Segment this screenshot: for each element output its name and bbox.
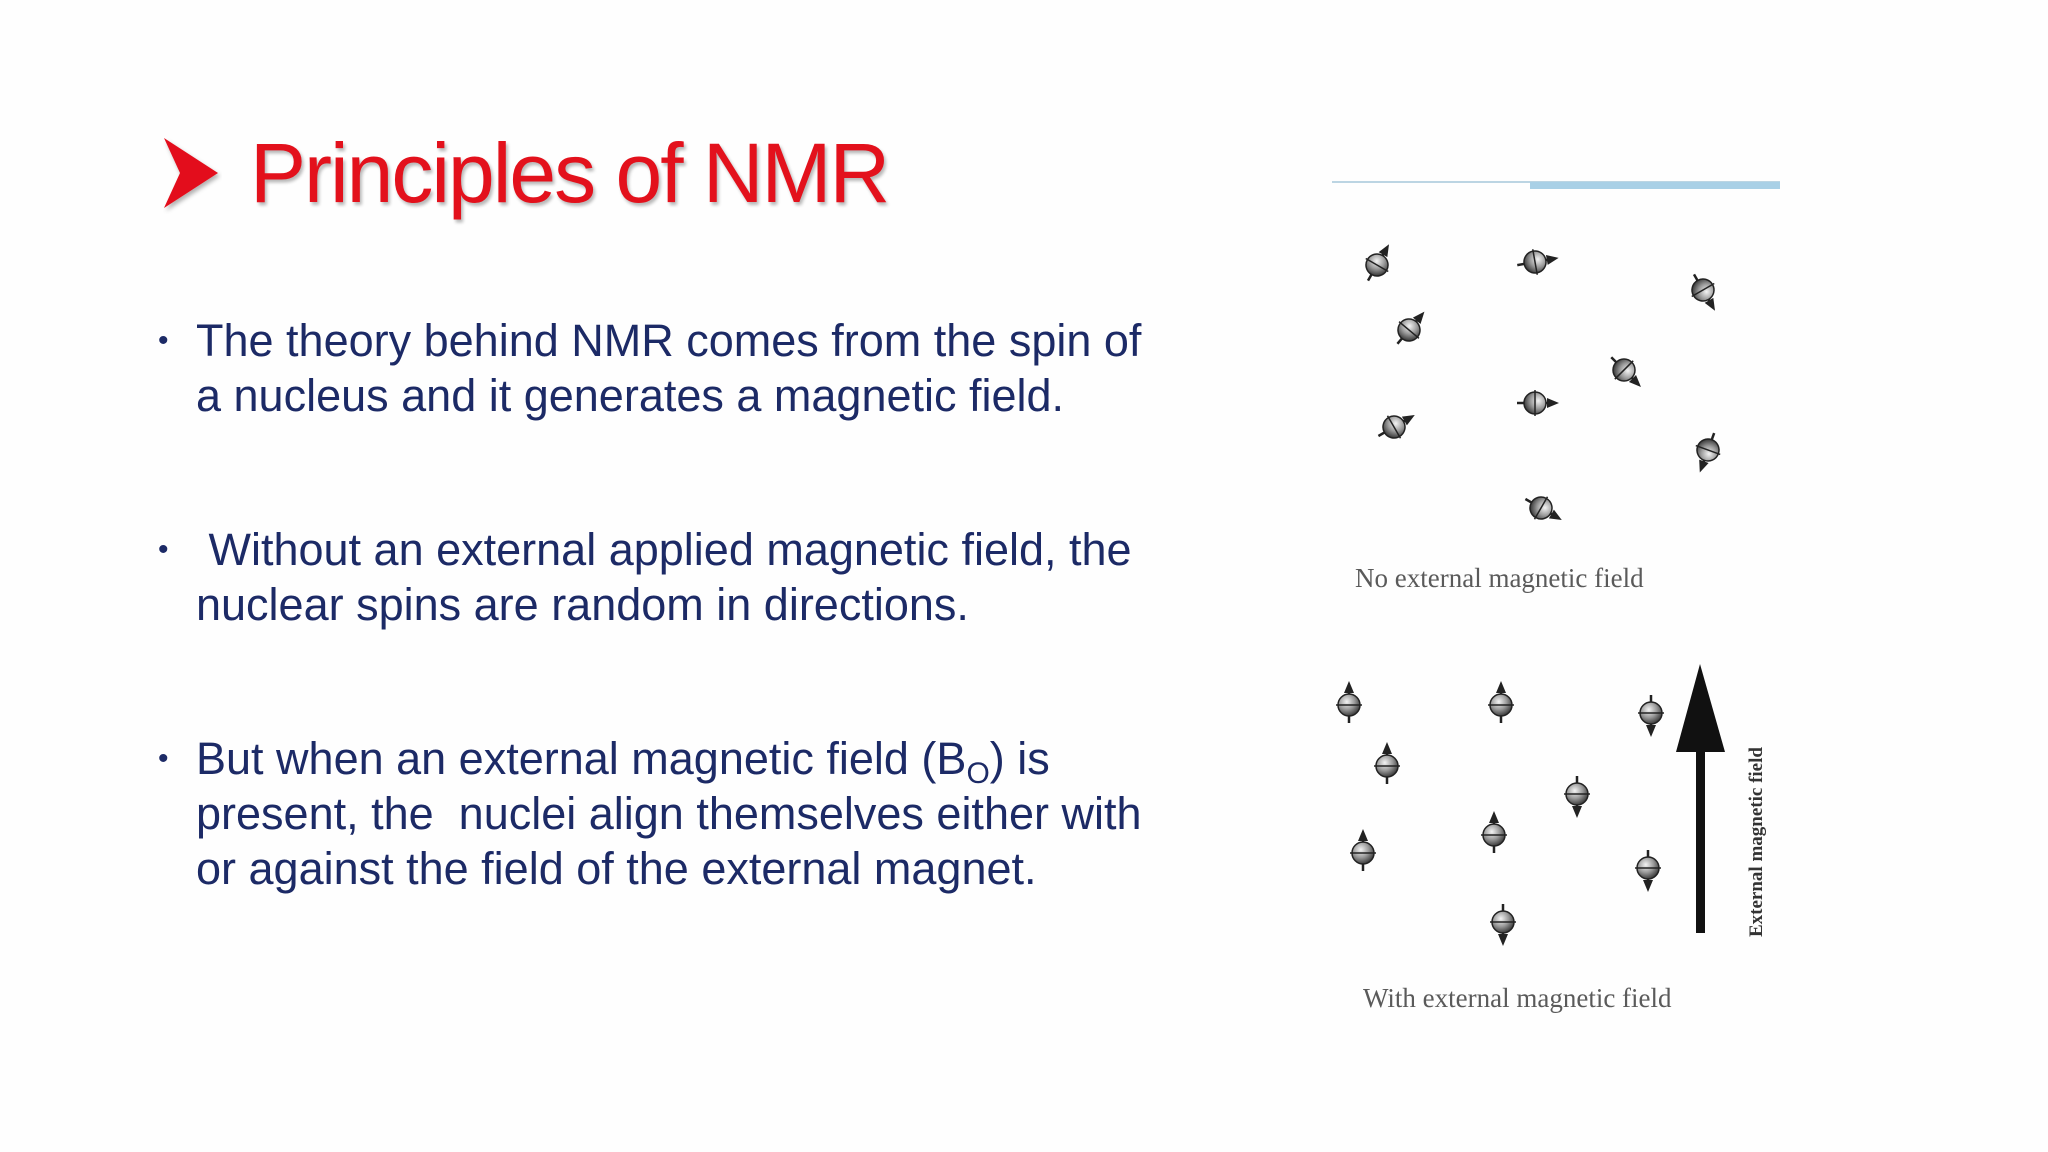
bullet-text: But when an external magnetic field (B [196,733,967,784]
spin-down-icon [1638,695,1664,737]
spin-icon [1519,488,1568,532]
bullet-dot-icon: • [158,533,169,566]
bullet-dot-icon: • [158,742,169,775]
bullet-line: or against the field of the external magnet. [196,843,1037,894]
bullet-line: present, the nuclei align themselves either with [196,788,1142,839]
bullet-item [158,522,1218,632]
bullet-item [158,313,1218,423]
bullet-line: nuclear spins are random in directions. [196,579,969,630]
spin-down-icon [1490,904,1516,946]
arrowhead-bullet-icon [160,132,222,214]
bullet-line [196,731,1218,790]
spin-icon [1688,429,1727,477]
bullet-line: a nucleus and it generates a magnetic field. [196,370,1065,421]
spin-icon [1357,238,1401,287]
spin-icon [1387,303,1434,352]
bullet-dot-icon: • [158,324,169,357]
nmr-spin-figure [1330,180,1780,1030]
spin-icon [1683,268,1727,317]
subscript-o: O [966,757,990,790]
bottom-caption: With external magnetic field [1363,983,1672,1013]
spin-up-icon [1374,742,1400,784]
spin-up-icon [1481,811,1507,853]
spin-icon [1602,348,1650,396]
spin-up-icon [1336,681,1362,723]
bullet-item [158,731,1218,896]
bullet-text: ) is [989,733,1050,784]
field-arrow-icon [1676,664,1725,933]
spin-icon [1517,390,1559,416]
page-title: Principles of NMR [250,125,889,220]
spin-icon [1372,404,1421,448]
random-spins [1357,238,1727,532]
figure-border [1530,182,1780,189]
bullet-line: The theory behind NMR comes from the spin of [196,315,1142,366]
top-caption: No external magnetic field [1355,563,1644,593]
spin-icon [1515,245,1561,278]
spin-down-icon [1635,850,1661,892]
field-label: External magnetic field [1746,747,1767,937]
bullet-line: Without an external applied magnetic field, the [196,524,1132,575]
spin-down-icon [1564,776,1590,818]
spin-up-icon [1350,829,1376,871]
aligned-spins [1336,681,1664,946]
spin-diagram [1330,180,1780,1030]
spin-up-icon [1488,681,1514,723]
title-row [160,118,888,228]
